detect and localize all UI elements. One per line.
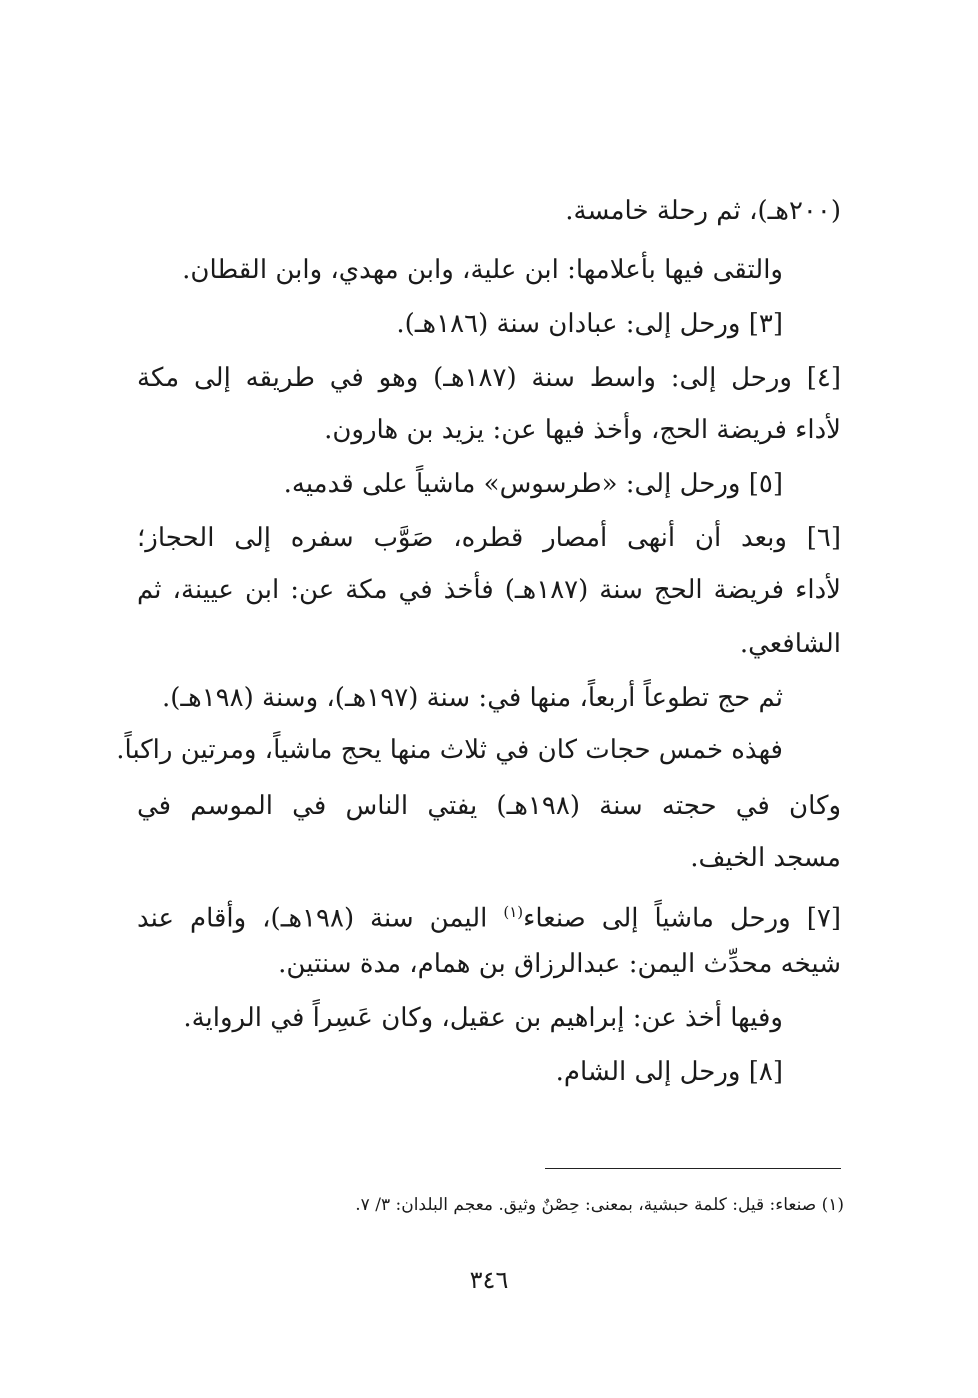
text-line-11: فهذه خمس حجات كان في ثلاث منها يحج ماشياً، ومرتين راكباً. <box>116 735 783 765</box>
text-line-14-end: اليمن سنة (١٩٨هـ)، وأقام عند <box>137 903 504 934</box>
text-line-17: [٨] ورحل إلى الشام. <box>555 1057 783 1087</box>
text-line-12: وكان في حجته سنة (١٩٨هـ) يفتي الناس في الموسم في <box>137 791 841 821</box>
text-line-1: (٢٠٠هـ)، ثم رحلة خامسة. <box>565 196 841 226</box>
text-line-5: لأداء فريضة الحج، وأخذ فيها عن: يزيد بن هارون. <box>324 415 841 445</box>
page-number: ٣٤٦ <box>469 1266 509 1294</box>
footnote-divider <box>545 1168 841 1169</box>
text-line-3: [٣] ورحل إلى: عبادان سنة (١٨٦هـ). <box>396 309 783 339</box>
text-line-10: ثم حج تطوعاً أربعاً، منها في: سنة (١٩٧هـ)، وسنة (١٩٨هـ). <box>161 683 783 713</box>
text-line-6: [٥] ورحل إلى: «طرسوس» ماشياً على قدميه. <box>283 469 783 499</box>
text-line-14-start: [٧] ورحل ماشياً إلى صنعاء <box>523 903 841 934</box>
text-line-8: لأداء فريضة الحج سنة (١٨٧هـ) فأخذ في مكة عن: ابن عيينة، ثم <box>137 575 841 605</box>
footnote: (١) صنعاء: قيل: كلمة حبشية، بمعنى: حِصْنٌ وثيق. معجم البلدان: ٣/ ٧. <box>355 1195 844 1215</box>
text-line-7: [٦] وبعد أن أنهى أمصار قطره، صَوَّب سفره إلى الحجاز؛ <box>137 523 841 553</box>
text-line-9: الشافعي. <box>739 629 841 659</box>
text-line-2: والتقى فيها بأعلامها: ابن علية، وابن مهدي، وابن القطان. <box>182 255 783 285</box>
text-line-16: وفيها أخذ عن: إبراهيم بن عقيل، وكان عَسِراً في الرواية. <box>183 1003 783 1033</box>
footnote-marker: (١) <box>503 903 524 921</box>
text-line-13: مسجد الخيف. <box>690 843 841 873</box>
text-line-4: [٤] ورحل إلى: واسط سنة (١٨٧هـ) وهو في طريقه إلى مكة <box>137 363 841 393</box>
text-line-15: شيخه محدِّث اليمن: عبدالرزاق بن همام، مدة سنتين. <box>278 949 841 979</box>
text-line-14 <box>137 892 841 932</box>
